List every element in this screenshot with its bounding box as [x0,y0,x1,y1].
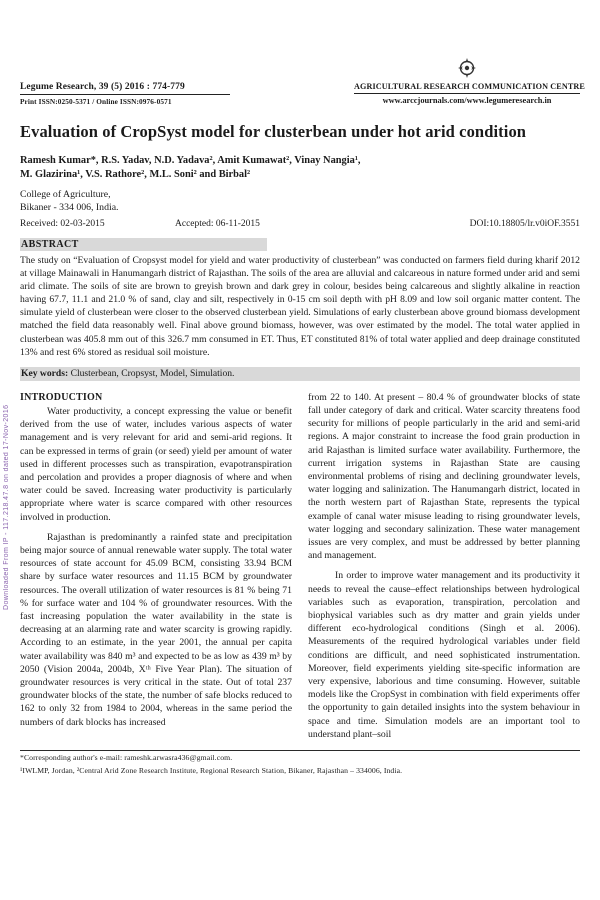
journal-citation: Legume Research, 39 (5) 2016 : 774-779 [20,82,185,92]
affiliation-line-2: Bikaner - 334 006, India. [20,202,119,213]
keywords-label: Key words: [21,368,69,380]
journal-header-left [20,82,320,106]
article-title: Evaluation of CropSyst model for clusterbean under hot arid condition [20,122,527,141]
intro-paragraph: Water productivity, a concept expressing the value or benefit derived from the use of water, includes various aspects of water management and is very relevant for arid and semi-arid regions. It can be expressed in terms of grain (or seed) yield per amount of water used in different processes such as transpiration, evapotranspiration and percolation and provides a proper diagnosis of where and when water could be saved. Increasing water productivity is particularly appropriate where water is scarce compared with other resources involved in production. [20,405,292,523]
footnote-email: *Corresponding author's e-mail: rameshk.arwasra436@gmail.com. [20,753,233,763]
received-date: Received: 02-03-2015 [20,219,105,229]
dates-row [20,219,580,229]
journal-website: www.arccjournals.com/www.legumeresearch.in [382,96,552,105]
header-divider-right [354,93,580,94]
keywords-bar [20,367,580,381]
header-divider [20,94,230,95]
affiliation-line-1: College of Agriculture, [20,189,111,200]
authors-line-2: M. Glazirina¹, V.S. Rathore², M.L. Soni² and Birbal² [20,168,251,180]
right-column [308,391,580,748]
introduction-heading: INTRODUCTION [20,391,103,403]
abstract-text: The study on “Evaluation of Cropsyst model for yield and water productivity of clusterbean” was conducted on farmers field during kharif 2012 at village Mainawali in Hanumangarh district of Rajasthan. The soils of the area are alluvial and calcareous in nature formed under arid and semi arid climate. The soils of site are brown to greyish brown and dark grey in colour, besides being calcareous and slightly alkaline in reaction having 67.7, 11.1 and 21.0 % of sand, clay and silt, respectively in 0-15 cm soil depth with pH 8.09 and low soil organic matter content. The simulate yield of clusterbean were closer to the observed clusterbean yield. Simulations of early clusterbean above ground biomass development matched the field data reasonably well. Final above ground biomass, however, was over estimated by the model. The total water applied in clusterbean was 405.8 mm out of this 326.7 mm consumed in ET. Thus, ET constituted 81% of total water applied and deep drainage constituted 13% and rest 6% stored as residual soil moisture. [20,255,580,358]
journal-header [20,82,585,106]
keywords-text: Clusterbean, Cropsyst, Model, Simulation. [68,368,235,380]
abstract-heading: ABSTRACT [20,238,267,251]
authors-line-1: Ramesh Kumar*, R.S. Yadav, N.D. Yadava², Amit Kumawat², Vinay Nangia¹, [20,155,361,166]
affiliation [20,188,580,214]
intro-paragraph: Rajasthan is predominantly a rainfed state and precipitation being major source of annual renewable water supply. The total water resources of state account for 45.09 BCM, consisting 33.94 BCM share by surface water resources and 11.15 BCM by groundwater resources. The overall utilization of water resources is 81 % being 71 % for surface water and 104 % of groundwater resources. With the fast increasing population the water availability in the state is decreasing at an alarming rate and water scarcity is growing rapidly. According to an estimate, in the year 2001, the annual per capita water availability was 840 m³ and expected to be as low as 439 m³ by 2050 (Vision 2004a, 2004b, Xᵗʰ Five Year Plan). The situation of groundwater resources is very critical in the state. Out of total 237 groundwater blocks of the state, the number of safe blocks reduced to 162 to only 32 from 1984 to 2004, whereas in the same period the numbers of dark blocks has increased [20,531,292,728]
arcc-emblem-icon [456,56,478,80]
footnote-divider [20,750,580,751]
doi: DOI:10.18805/lr.v0iOF.3551 [469,219,580,229]
download-watermark: Downloaded From IP - 117.218.47.8 on dated 17-Nov-2016 [3,404,10,610]
issn-line: Print ISSN:0250-5371 / Online ISSN:0976-0571 [20,97,172,106]
intro-paragraph-continued: from 22 to 140. At present – 80.4 % of groundwater blocks of state fall under category of dark and critical. Water scarcity threatens food security for millions of people particularly in the arid and semi-arid regions. A major constraint to increase the food grain production in arid Rajasthan is limited surface water availability. Furthermore, the current irrigation systems in Rajasthan State are causing environmental problems of rising and declining groundwater levels, water logging and salinization. The Hanumangarh district, located in the north western part of Rajasthan State, represents the typical example of canal water misuse leading to rising groundwater levels, water logging and secondary salinization. These water management issues are very complex, and must be addressed by better planning and management. [308,391,580,562]
body-columns [20,391,580,748]
left-column [20,391,292,748]
journal-header-right [354,56,585,105]
footnote-affiliations: ¹IWLMP, Jordan, ²Central Arid Zone Research Institute, Regional Research Station, Bikaner, Rajasthan – 334006, India. [20,765,403,775]
page-content [20,82,585,776]
intro-paragraph: In order to improve water management and its productivity it needs to reveal the cause–effect relationships between hydrological variables such as evaporation, transpiration, percolation and biophysical variables such as dry matter and grain yields under different eco-hydrological conditions (Singh et al. 2006). Measurements of the required hydrological variables under field conditions are difficult, and need sophisticated instrumentation. Moreover, field experiments yielding site-specific information are very expensive, laborious and time consuming. However, suitable models like the CropSyst in combination with field experiments offer the opportunity to gain detailed insights into the system behaviour in space and time. Simulation models are an important tool to understand plant–soil [308,570,580,740]
centre-name: AGRICULTURAL RESEARCH COMMUNICATION CENTRE [354,82,585,91]
accepted-date: Accepted: 06-11-2015 [175,219,260,229]
